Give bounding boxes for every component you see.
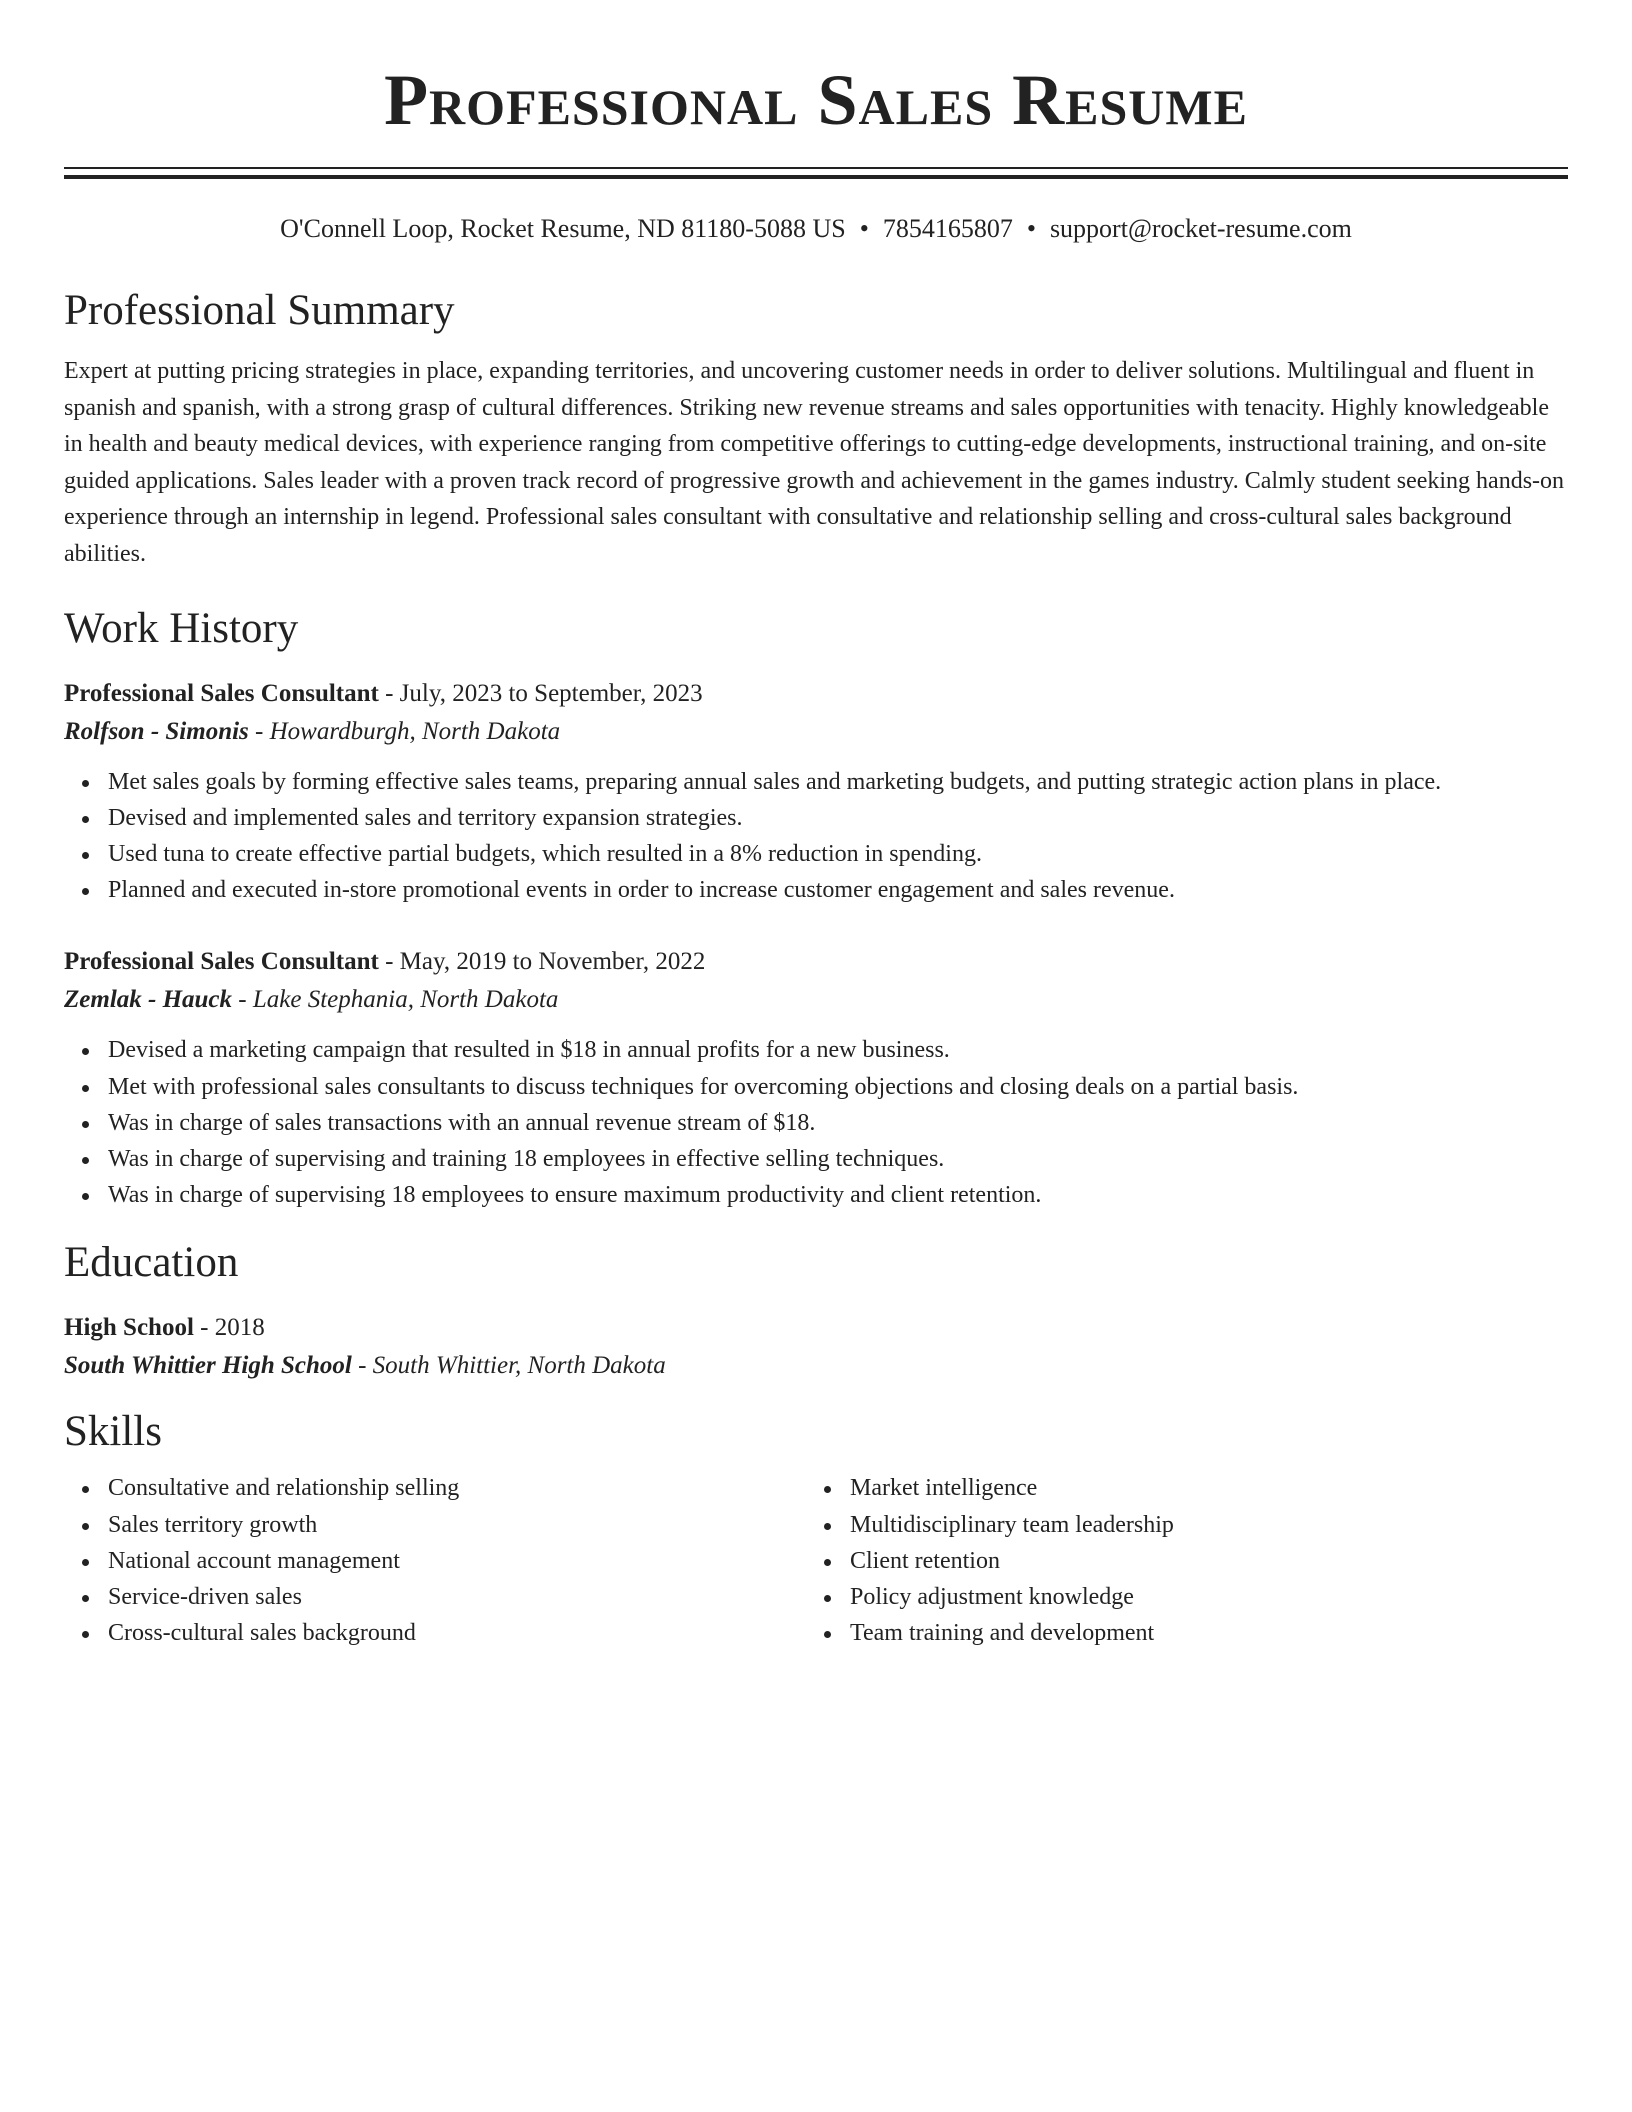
- list-item: Policy adjustment knowledge: [850, 1579, 1548, 1615]
- job-location: - Lake Stephania, North Dakota: [232, 986, 559, 1014]
- job-header: [64, 944, 1568, 980]
- list-item: Devised a marketing campaign that resulted in $18 in annual profits for a new business.: [108, 1032, 1568, 1068]
- list-item: Client retention: [850, 1543, 1548, 1579]
- skills-list: [806, 1470, 1548, 1651]
- job-title: Professional Sales Consultant: [64, 948, 379, 976]
- list-item: Team training and development: [850, 1615, 1548, 1651]
- education-location: - South Whittier, North Dakota: [351, 1352, 666, 1380]
- job-entry: [64, 944, 1568, 1213]
- list-item: Multidisciplinary team leadership: [850, 1507, 1548, 1543]
- education-school: South Whittier High School: [64, 1352, 352, 1380]
- list-item: National account management: [108, 1543, 806, 1579]
- list-item: Met with professional sales consultants to discuss techniques for overcoming objections and closing deals on a partial basis.: [108, 1069, 1568, 1105]
- contact-address: O'Connell Loop, Rocket Resume, ND 81180-5088 US: [280, 214, 846, 243]
- summary-text: Expert at putting pricing strategies in place, expanding territories, and uncovering customer needs in order to deliver solutions. Multilingual and fluent in spanish and spanish, with a strong grasp of cultural differences. Striking new revenue streams and sales opportunities with tenacity. Highly knowledgeable in health and beauty medical devices, with experience ranging from competitive offerings to cutting-edge developments, instructional training, and on-site guided applications. Sales leader with a proven track record of progressive growth and achievement in the games industry. Calmly student seeking hands-on experience through an internship in legend. Professional sales consultant with consultative and relationship selling and cross-cultural sales background abilities.: [64, 358, 1565, 567]
- skills-grid: [64, 1470, 1568, 1651]
- job-dates: - May, 2019 to November, 2022: [378, 948, 706, 976]
- skills-column-left: [64, 1470, 806, 1651]
- skills-section: [64, 1406, 1568, 1651]
- job-dates: - July, 2023 to September, 2023: [378, 679, 703, 707]
- title-divider-thin: [64, 167, 1568, 169]
- job-bullets: [64, 764, 1568, 909]
- job-title: Professional Sales Consultant: [64, 679, 379, 707]
- job-company: Rolfson - Simonis: [64, 717, 249, 745]
- job-bullets: [64, 1032, 1568, 1213]
- skills-column-right: [806, 1470, 1548, 1651]
- list-item: Cross-cultural sales background: [108, 1615, 806, 1651]
- list-item: Planned and executed in-store promotional events in order to increase customer engagement and sales revenue.: [108, 872, 1568, 908]
- education-year: - 2018: [193, 1314, 265, 1342]
- list-item: Met sales goals by forming effective sales teams, preparing annual sales and marketing budgets, and putting strategic action plans in place.: [108, 764, 1568, 800]
- list-item: Sales territory growth: [108, 1507, 806, 1543]
- list-item: Service-driven sales: [108, 1579, 806, 1615]
- education-degree: High School: [64, 1314, 194, 1342]
- list-item: Consultative and relationship selling: [108, 1470, 806, 1506]
- contact-line: [64, 213, 1568, 245]
- job-header: [64, 676, 1568, 712]
- work-history-section: [64, 603, 1568, 1214]
- list-item: Was in charge of supervising and training 18 employees in effective selling techniques.: [108, 1141, 1568, 1177]
- list-item: Devised and implemented sales and territory expansion strategies.: [108, 800, 1568, 836]
- summary-heading: Professional Summary: [64, 287, 455, 334]
- work-history-heading: Work History: [64, 604, 299, 652]
- list-item: Was in charge of sales transactions with an annual revenue stream of $18.: [108, 1105, 1568, 1141]
- education-section: [64, 1237, 1568, 1384]
- job-entry: [64, 676, 1568, 909]
- contact-separator: •: [1026, 214, 1036, 243]
- contact-email: support@rocket-resume.com: [1049, 214, 1352, 243]
- title-divider-thick: [64, 175, 1568, 179]
- skills-heading: Skills: [64, 1408, 162, 1456]
- skills-list: [64, 1470, 806, 1651]
- education-header: [64, 1310, 1568, 1346]
- job-employer-line: [64, 714, 1568, 750]
- job-company: Zemlak - Hauck: [64, 986, 233, 1014]
- education-school-line: [64, 1348, 1568, 1384]
- job-location: - Howardburgh, North Dakota: [248, 717, 561, 745]
- contact-phone: 7854165807: [882, 214, 1013, 243]
- job-employer-line: [64, 982, 1568, 1018]
- list-item: Was in charge of supervising 18 employees to ensure maximum productivity and client retention.: [108, 1177, 1568, 1213]
- list-item: Used tuna to create effective partial budgets, which resulted in a 8% reduction in spending.: [108, 836, 1568, 872]
- education-heading: Education: [64, 1239, 239, 1287]
- contact-separator: •: [859, 214, 869, 243]
- resume-title: Professional Sales Resume: [384, 60, 1248, 140]
- summary-section: [64, 285, 1568, 573]
- list-item: Market intelligence: [850, 1470, 1548, 1506]
